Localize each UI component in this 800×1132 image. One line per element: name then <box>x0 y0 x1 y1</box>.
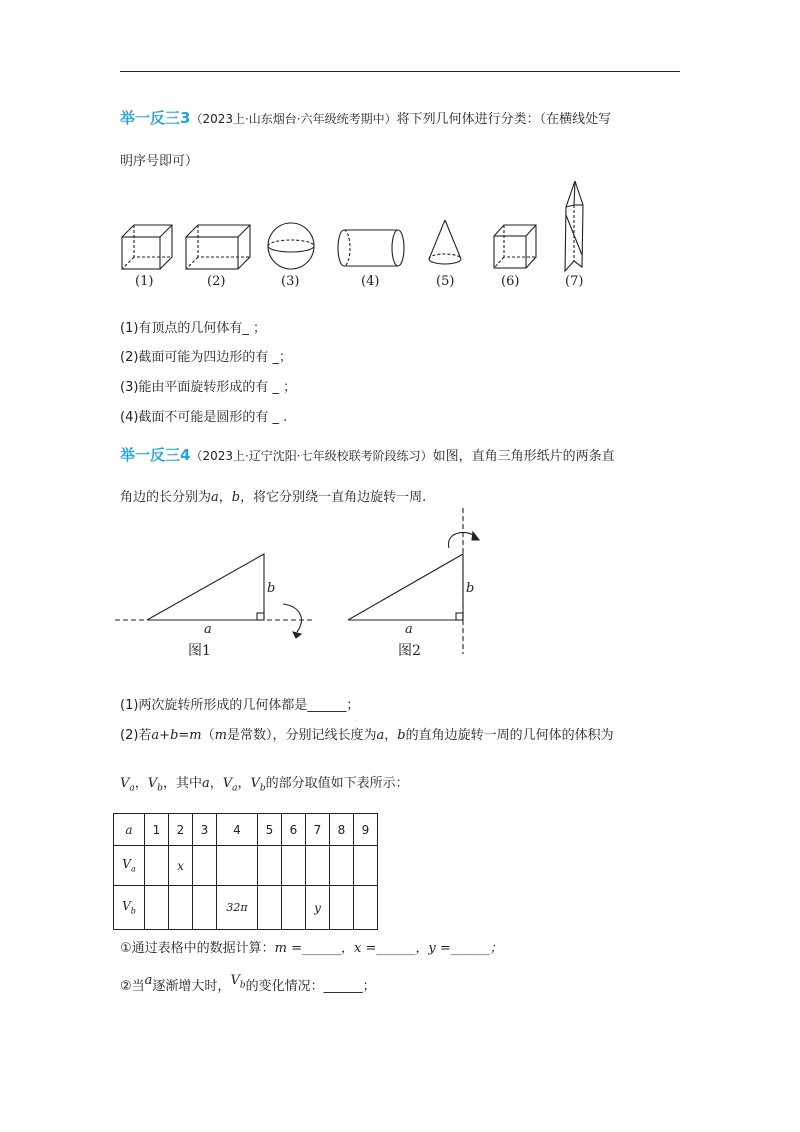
value-table <box>113 813 378 930</box>
var-m: m <box>214 728 227 743</box>
solids-figure <box>110 175 600 295</box>
var-vb: $V_b$ <box>230 973 246 991</box>
table-cell: 6 <box>282 814 306 846</box>
solid-label: (2) <box>207 274 226 289</box>
comma: ， <box>134 776 148 791</box>
var-a: a <box>376 728 385 743</box>
table-row-label: $V_a$ <box>114 846 145 886</box>
ex4-subquestion-1 <box>120 937 503 956</box>
ex4-question-1: (1)两次旋转所形成的几何体都是______； <box>120 698 360 713</box>
stem-text: 角边的长分别为 <box>120 490 212 505</box>
table-cell <box>282 846 306 886</box>
table-cell <box>258 886 282 930</box>
cube-solid-6 <box>494 225 536 268</box>
answer-x: x =______， <box>354 941 429 956</box>
table-cell: 3 <box>193 814 217 846</box>
ex3-question-3: (3)能由平面旋转形成的有 _ ； <box>120 380 297 395</box>
solid-label: (6) <box>501 274 520 289</box>
q-text: 的部分取值如下表所示： <box>265 776 409 791</box>
table-cell: x <box>169 846 193 886</box>
ex4-question-2 <box>120 724 614 743</box>
q-text: ，其中 <box>162 776 202 791</box>
q-text: 逐渐增大时， <box>152 979 231 994</box>
table-cell <box>193 846 217 886</box>
table-cell <box>145 846 169 886</box>
cube-solid-1 <box>122 225 172 269</box>
var-a: a <box>201 776 210 791</box>
ex4-stem-line2 <box>120 488 690 508</box>
table-cell: 32π <box>217 886 258 930</box>
table-cell: 5 <box>258 814 282 846</box>
triangle-figure-2 <box>348 508 479 654</box>
table-cell: 8 <box>330 814 354 846</box>
sphere-solid-3 <box>268 223 314 269</box>
ex4-stem <box>120 445 690 467</box>
table-cell <box>282 886 306 930</box>
table-header-row <box>114 814 378 846</box>
table-row-va <box>114 846 378 886</box>
prism-pyramid-solid-7 <box>565 181 583 271</box>
q-text: 的直角边旋转一周的几何体的体积为 <box>405 728 614 743</box>
table-cell: 9 <box>354 814 378 846</box>
side-a-label: a <box>405 622 413 637</box>
table-cell: a <box>114 814 145 846</box>
table-cell: y <box>306 886 330 930</box>
equation: a+b=m <box>151 728 202 743</box>
q-text: (2)若 <box>120 728 152 743</box>
ex3-question-1: (1)有顶点的几何体有_ ； <box>120 321 267 336</box>
comma: ， <box>209 776 223 791</box>
var-a: a <box>144 973 153 988</box>
rotation-figure <box>115 508 495 668</box>
solid-label: (1) <box>135 274 154 289</box>
var-va: $V_a$ <box>120 776 135 794</box>
figure-1-caption: 图1 <box>188 643 211 659</box>
q-text: （ <box>201 728 215 743</box>
table-cell: 4 <box>217 814 258 846</box>
ex3-question-4: (4)截面不可能是圆形的有 _ . <box>120 410 288 425</box>
table-cell <box>193 886 217 930</box>
figure-2-caption: 图2 <box>398 643 421 659</box>
table-cell <box>258 846 282 886</box>
ex4-source: （2023上·辽宁沈阳·七年级校联考阶段练习） <box>190 449 433 463</box>
side-b-label: b <box>466 581 475 596</box>
ex3-source: （2023上·山东烟台·六年级统考期中） <box>190 112 397 126</box>
table-cell <box>354 846 378 886</box>
solid-label: (4) <box>361 274 380 289</box>
table-row-vb <box>114 886 378 930</box>
cuboid-solid-2 <box>186 225 250 269</box>
comma: ， <box>384 728 398 743</box>
side-a-label: a <box>204 622 212 637</box>
table-cell <box>217 846 258 886</box>
cone-solid-5 <box>429 220 461 264</box>
var-vb: $V_b$ <box>147 776 163 794</box>
table-cell: 1 <box>145 814 169 846</box>
var-b: b <box>397 728 406 743</box>
ex3-stem-line2: 明序号即可） <box>120 154 199 169</box>
q-text: 是常数），分别记线长度为 <box>226 728 377 743</box>
solid-label: (5) <box>436 274 455 289</box>
ex3-question-2: (2)截面可能为四边形的有 _； <box>120 350 293 365</box>
triangle-figure-1 <box>115 554 315 638</box>
ex4-subquestion-2 <box>120 975 376 997</box>
comma: ， <box>237 776 251 791</box>
var-a: a <box>211 490 219 505</box>
solid-label: (3) <box>281 274 300 289</box>
table-cell <box>330 886 354 930</box>
table-cell <box>169 886 193 930</box>
table-row-label: $V_b$ <box>114 886 145 930</box>
ex4-question-2-line2 <box>120 772 409 794</box>
var-va: $V_a$ <box>222 776 238 794</box>
ex3-stem <box>120 108 690 130</box>
comma: ， <box>218 490 232 505</box>
var-vb: $V_b$ <box>250 776 266 794</box>
var-b: b <box>231 490 241 505</box>
table-cell <box>354 886 378 930</box>
table-cell <box>306 846 330 886</box>
header-rule <box>120 71 680 72</box>
answer-y: y =______； <box>428 941 503 956</box>
side-b-label: b <box>267 581 276 596</box>
stem-text: ，将它分别绕一直角边旋转一周. <box>240 490 427 505</box>
ex3-stem-line1: 将下列几何体进行分类：（在横线处写 <box>396 112 612 127</box>
table-cell <box>330 846 354 886</box>
ex3-tag: 举一反三3 <box>120 109 191 127</box>
q-text: 的变化情况：______； <box>245 979 376 994</box>
q-text: ①通过表格中的数据计算： <box>120 941 275 956</box>
table-cell <box>145 886 169 930</box>
q-text: ②当 <box>120 979 145 994</box>
ex4-stem-line1: 如图，直角三角形纸片的两条直 <box>432 449 615 464</box>
table-cell: 2 <box>169 814 193 846</box>
answer-m: m =______， <box>274 941 355 956</box>
cylinder-solid-4 <box>338 230 404 266</box>
solid-label: (7) <box>565 274 584 289</box>
table-cell: 7 <box>306 814 330 846</box>
ex4-tag: 举一反三4 <box>120 446 191 464</box>
